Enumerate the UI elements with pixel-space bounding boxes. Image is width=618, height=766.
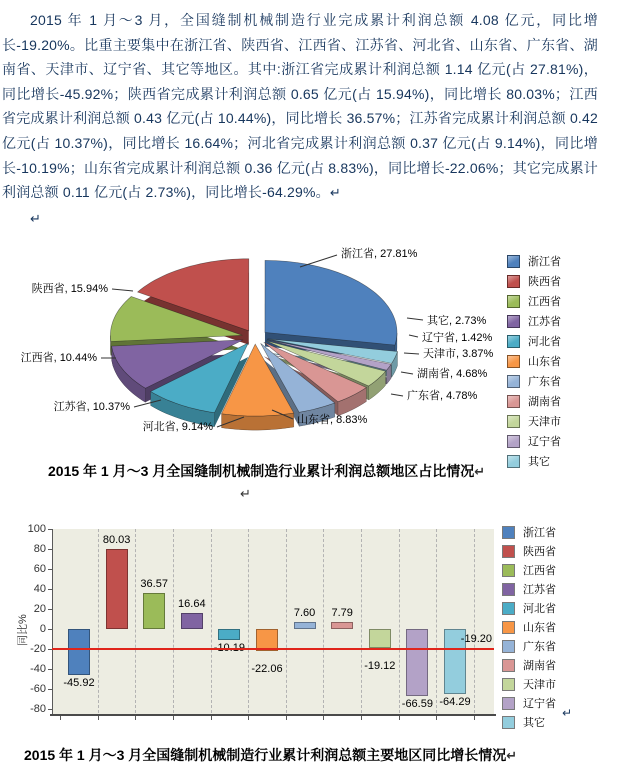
bar-legend-swatch-7 <box>502 659 515 672</box>
pie-chart <box>0 231 618 469</box>
bar-legend-label-1: 陕西省 <box>523 546 556 559</box>
pie-data-label-1: 陕西省, 15.94% <box>31 283 108 296</box>
bar-data-label-10: -64.29 <box>439 695 471 708</box>
bar-legend-label-6: 广东省 <box>523 641 556 654</box>
paragraph-mark: ↵ <box>474 464 486 480</box>
paragraph-mark: ↵ <box>506 748 518 764</box>
bar-legend-item-0 <box>502 524 556 540</box>
bar-y-tick-label: -60 <box>30 683 46 696</box>
bar-legend-label-3: 江苏省 <box>523 584 556 597</box>
bar-y-tick-label: 40 <box>33 583 46 596</box>
pie-data-label-5: 山东省, 8.83% <box>297 414 368 427</box>
bar-gridline-2 <box>135 529 136 713</box>
bar-x-tick <box>135 716 136 720</box>
pie-data-label-3: 江苏省, 10.37% <box>53 401 130 414</box>
bar-legend-label-8: 天津市 <box>523 679 556 692</box>
bar-data-label-7: 7.79 <box>331 606 353 619</box>
bar-x-tick <box>474 716 475 720</box>
pie-label-leader-7 <box>401 372 413 374</box>
bar-9 <box>406 629 428 696</box>
pie-legend-label-9: 辽宁省 <box>528 436 561 449</box>
pie-legend-swatch-10 <box>507 455 520 468</box>
bar-y-tick-label: 60 <box>33 563 46 576</box>
bar-x-tick <box>211 716 212 720</box>
bar-legend-label-5: 山东省 <box>523 622 556 635</box>
pie-legend-label-0: 浙江省 <box>528 256 561 269</box>
bar-data-label-5: -22.06 <box>251 663 283 676</box>
bar-y-tick-label: -80 <box>30 703 46 716</box>
bar-x-tick <box>323 716 324 720</box>
pie-data-label-8: 天津市, 3.87% <box>423 348 494 361</box>
bar-data-label-8: -19.12 <box>364 660 396 673</box>
pie-legend-swatch-2 <box>507 295 520 308</box>
bar-y-tick-label: 80 <box>33 543 46 556</box>
pie-legend-item-3 <box>507 313 561 329</box>
bar-gridline-11 <box>474 529 475 713</box>
bar-y-tick <box>48 629 52 630</box>
bar-legend-swatch-2 <box>502 564 515 577</box>
bar-x-tick <box>173 716 174 720</box>
bar-legend-swatch-4 <box>502 602 515 615</box>
pie-legend-swatch-0 <box>507 255 520 268</box>
pie-data-label-0: 浙江省, 27.81% <box>341 248 418 261</box>
bar-y-tick <box>48 689 52 690</box>
paragraph-mark: ↵ <box>240 486 251 502</box>
pie-legend-label-4: 河北省 <box>528 336 561 349</box>
pie-legend-item-4 <box>507 333 561 349</box>
bar-legend-item-2 <box>502 562 556 578</box>
bar-caption-text: 2015 年 1 月～3 月全国缝制机械制造行业累计利润总额主要地区同比增长情况 <box>24 747 507 764</box>
bar-legend <box>502 524 556 733</box>
pie-legend <box>507 253 561 473</box>
bar-y-axis-title: 同比% <box>17 614 29 647</box>
bar-4 <box>218 629 240 639</box>
bar-caption <box>0 745 618 766</box>
bar-gridline-3 <box>173 529 174 713</box>
bar-legend-item-7 <box>502 657 556 673</box>
bar-6 <box>294 622 316 630</box>
pie-slice-0 <box>265 261 397 346</box>
pie-legend-label-2: 江西省 <box>528 296 561 309</box>
pie-legend-label-1: 陕西省 <box>528 276 561 289</box>
bar-legend-swatch-0 <box>502 526 515 539</box>
bar-legend-label-4: 河北省 <box>523 603 556 616</box>
bar-legend-item-4 <box>502 600 556 616</box>
bar-reference-line <box>52 648 494 650</box>
bar-legend-swatch-10 <box>502 716 515 729</box>
bar-gridline-10 <box>436 529 437 713</box>
bar-legend-item-6 <box>502 638 556 654</box>
pie-legend-item-10 <box>507 453 561 469</box>
pie-legend-label-7: 湖南省 <box>528 396 561 409</box>
pie-legend-label-10: 其它 <box>528 456 550 469</box>
pie-legend-swatch-8 <box>507 415 520 428</box>
bar-legend-label-0: 浙江省 <box>523 527 556 540</box>
pie-legend-swatch-1 <box>507 275 520 288</box>
bar-data-label-6: 7.60 <box>293 606 316 619</box>
bar-legend-item-3 <box>502 581 556 597</box>
bar-gridline-4 <box>211 529 212 713</box>
empty-paragraph <box>0 482 618 506</box>
pie-data-label-7: 湖南省, 4.68% <box>417 368 488 381</box>
bar-x-tick <box>436 716 437 720</box>
pie-legend-swatch-4 <box>507 335 520 348</box>
body-paragraph <box>2 0 598 206</box>
bar-y-tick-label: 100 <box>27 523 46 536</box>
bar-reference-line-label: -19.20 <box>460 633 492 646</box>
pie-label-leader-9 <box>409 335 418 337</box>
bar-legend-item-9 <box>502 695 556 711</box>
bar-x-tick <box>361 716 362 720</box>
bar-gridline-5 <box>248 529 249 713</box>
bar-x-tick <box>98 716 99 720</box>
pie-legend-swatch-9 <box>507 435 520 448</box>
pie-label-leader-8 <box>404 353 419 354</box>
bar-y-tick-label: 20 <box>33 603 46 616</box>
pie-legend-label-6: 广东省 <box>528 376 561 389</box>
paragraph-mark: ↵ <box>30 210 41 226</box>
bar-y-tick <box>48 529 52 530</box>
bar-legend-swatch-9 <box>502 697 515 710</box>
pie-legend-item-6 <box>507 373 561 389</box>
bar-y-tick <box>48 549 52 550</box>
bar-data-label-1: 80.03 <box>102 534 131 547</box>
bar-legend-swatch-6 <box>502 640 515 653</box>
bar-legend-swatch-8 <box>502 678 515 691</box>
bar-3 <box>181 613 203 630</box>
bar-legend-item-1 <box>502 543 556 559</box>
bar-7 <box>331 622 353 630</box>
bar-gridline-7 <box>323 529 324 713</box>
pie-legend-swatch-5 <box>507 355 520 368</box>
bar-legend-label-7: 湖南省 <box>523 660 556 673</box>
pie-legend-swatch-7 <box>507 395 520 408</box>
bar-x-tick <box>248 716 249 720</box>
bar-gridline-9 <box>399 529 400 713</box>
pie-legend-item-5 <box>507 353 561 369</box>
bar-data-label-2: 36.57 <box>140 577 168 590</box>
pie-data-label-9: 辽宁省, 1.42% <box>422 332 493 345</box>
bar-y-tick <box>48 709 52 710</box>
pie-label-leader-0 <box>300 255 337 267</box>
pie-caption-text: 2015 年 1 月～3 月全国缝制机械制造行业累计利润总额地区占比情况 <box>48 463 475 480</box>
pie-data-label-4: 河北省, 9.14% <box>142 421 213 434</box>
bar-legend-label-9: 辽宁省 <box>523 698 556 711</box>
bar-legend-label-2: 江西省 <box>523 565 556 578</box>
bar-0 <box>68 629 90 675</box>
bar-data-label-9: -66.59 <box>401 697 433 710</box>
bar-legend-label-10: 其它 <box>523 717 545 730</box>
pie-legend-swatch-6 <box>507 375 520 388</box>
empty-paragraph <box>2 206 618 232</box>
bar-y-tick <box>48 569 52 570</box>
bar-chart <box>0 506 618 730</box>
pie-legend-item-8 <box>507 413 561 429</box>
pie-legend-item-1 <box>507 273 561 289</box>
bar-legend-item-8 <box>502 676 556 692</box>
pie-label-leader-10 <box>407 318 423 320</box>
bar-x-axis <box>50 714 496 716</box>
bar-y-tick-label: -40 <box>30 663 46 676</box>
pie-legend-label-3: 江苏省 <box>528 316 561 329</box>
pie-data-label-6: 广东省, 4.78% <box>407 390 478 403</box>
bar-data-label-3: 16.64 <box>178 597 206 610</box>
pie-data-label-10: 其它, 2.73% <box>427 315 487 328</box>
pie-data-label-2: 江西省, 10.44% <box>20 352 97 365</box>
pie-legend-item-7 <box>507 393 561 409</box>
bar-8 <box>369 629 391 648</box>
bar-x-tick <box>286 716 287 720</box>
pie-legend-label-5: 山东省 <box>528 356 561 369</box>
bar-legend-swatch-3 <box>502 583 515 596</box>
bar-y-tick <box>48 609 52 610</box>
pie-legend-item-2 <box>507 293 561 309</box>
pie-legend-item-0 <box>507 253 561 269</box>
pie-legend-label-8: 天津市 <box>528 416 561 429</box>
bar-gridline-6 <box>286 529 287 713</box>
paragraph-mark: ↵ <box>329 185 341 201</box>
pie-legend-item-9 <box>507 433 561 449</box>
bar-data-label-0: -45.92 <box>63 677 95 690</box>
paragraph-mark: ↵ <box>562 706 573 721</box>
bar-legend-swatch-1 <box>502 545 515 558</box>
bar-gridline-8 <box>361 529 362 713</box>
bar-x-tick <box>60 716 61 720</box>
bar-legend-item-10 <box>502 714 556 730</box>
bar-y-tick-label: -20 <box>30 643 46 656</box>
bar-y-tick <box>48 589 52 590</box>
pie-label-leader-1 <box>112 289 133 291</box>
paragraph-text: 2015 年 1 月～3 月，全国缝制机械制造行业完成累计利润总额 4.08 亿元，同比增长-19.20%。比重主要集中在浙江省、陕西省、江西省、江苏省、河北省、山东省、广东省、湖南省、天津市、辽宁省、其它等地区。其中:浙江省完成累计利润总额 1.14 亿元(占 27.81%)，同比增长-45.92%；陕西省完成累计利润总额 0.65 亿元(占 15.94%)，同比增长 80.03%；江西省完成累计利润总额 0.43 亿元(占 10.44%)，同比增长 36.57%；江苏省完成累计利润总额 0.42 亿元(占 10.37%)，同比增长 16.64%；河北省完成累计利润总额 0.37 亿元(占 9.14%)，同比增长-10.19%；山东省完成累计利润总额 0.36 亿元(占 8.83%)，同比增长-22.06%；其它完成累计利润总额 0.11 亿元(占 2.73%)，同比增长-64.29%。 <box>2 12 598 201</box>
pie-legend-swatch-3 <box>507 315 520 328</box>
bar-y-tick-label: 0 <box>39 623 46 636</box>
bar-y-tick <box>48 669 52 670</box>
pie-label-leader-6 <box>391 394 403 396</box>
bar-x-tick <box>399 716 400 720</box>
bar-legend-swatch-5 <box>502 621 515 634</box>
bar-legend-item-5 <box>502 619 556 635</box>
